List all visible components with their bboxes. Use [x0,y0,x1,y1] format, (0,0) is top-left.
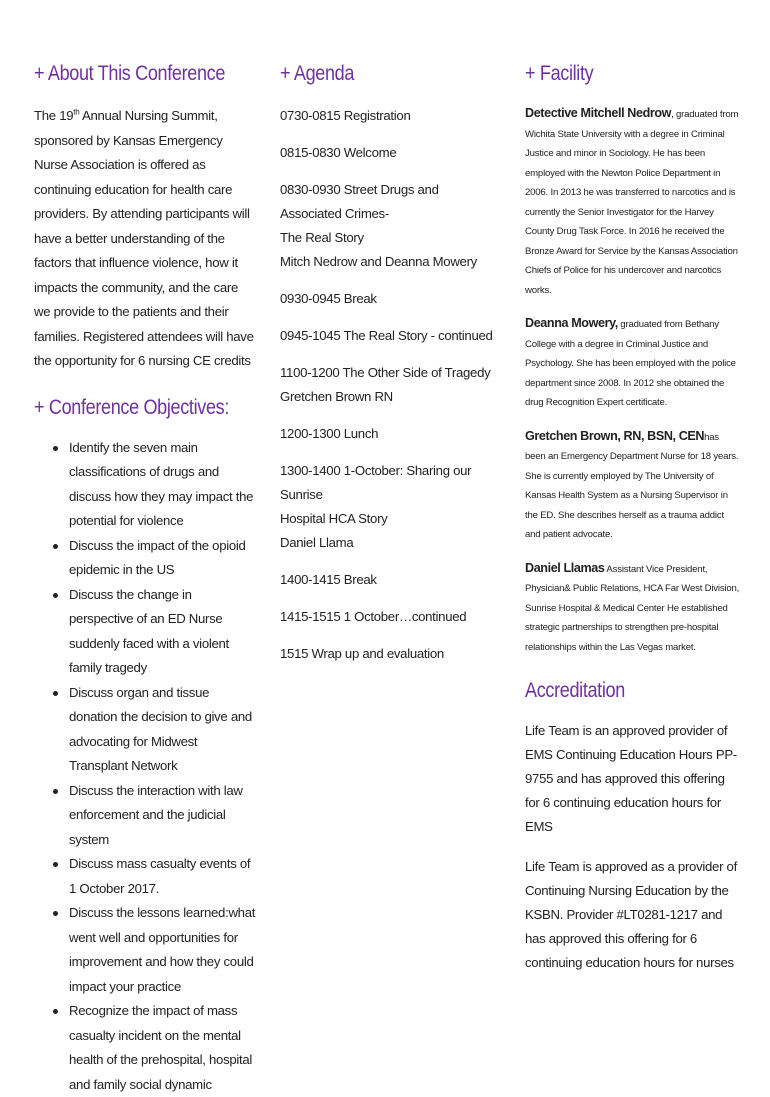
agenda-line: 1200-1300 Lunch [280,426,378,441]
agenda-item [280,324,500,348]
speaker-name: Detective Mitchell Nedrow [525,106,671,120]
agenda-item [280,568,500,592]
agenda-item [280,422,500,446]
agenda-line: 0930-0945 Break [280,291,377,306]
list-item: Discuss the change in perspective of an ED Nurse suddenly faced with a violent family tragedy [69,583,256,681]
agenda-item [280,459,500,555]
speaker-description: , graduated from Wichita State University with a degree in Criminal Justice and minor in Sociology. He has been employed with the Newton Police Department in 2006. In 2013 he was transferred to narcotics and is currently the Senior Investigator for the Harvey County Drug Task Force. In 2016 he received the Bronze Award for Service by the Kansas Association Chiefs of Police for his undercover and narcotics works. [525,109,738,296]
objectives-heading: + Conference Objectives: [34,396,225,420]
speaker-description: Assistant Vice President, Physician& Public Relations, HCA Far West Division, Sunrise Hospital & Medical Center He established strategic partnerships to strengthen pre-hospital relationships within the Las Vegas market. [525,564,739,653]
agenda-line: 0730-0815 Registration [280,108,411,123]
agenda-item [280,141,500,165]
agenda-line: 1100-1200 The Other Side of Tragedy [280,365,490,380]
speaker-name: Gretchen Brown, RN, BSN, CEN [525,429,704,443]
agenda-line: 0830-0930 Street Drugs and Associated Crimes- [280,182,439,221]
facility-column [525,62,740,975]
agenda-item [280,642,500,666]
agenda-item [280,104,500,128]
agenda-line: 1415-1515 1 October…continued [280,609,466,624]
accreditation-ems: Life Team is an approved provider of EMS Continuing Education Hours PP-9755 and has approved this offering for 6 continuing education hours for EMS [525,719,740,839]
objectives-list [34,436,256,1097]
agenda-line: 0945-1045 The Real Story - continued [280,328,493,343]
agenda-line: Daniel Llama [280,535,353,550]
agenda-line: Gretchen Brown RN [280,389,393,404]
agenda-line: Hospital HCA Story [280,511,387,526]
agenda-line: The Real Story [280,230,364,245]
speaker-name: Daniel Llamas [525,561,605,575]
speaker-bio [525,559,740,658]
list-item: Identify the seven main classifications of drugs and discuss how they may impact the potential for violence [69,436,256,534]
speaker-bio [525,314,740,413]
speaker-bio [525,427,740,545]
agenda-line: 1515 Wrap up and evaluation [280,646,444,661]
list-item: Discuss mass casualty events of 1 October 2017. [69,852,256,901]
speaker-description: has been an Emergency Department Nurse for 18 years. She is currently employed by The University of Kansas Health System as a Nursing Supervisor in the ED. She describes herself as a trauma addict and patient advocate. [525,432,738,541]
facility-heading: + Facility [525,62,710,86]
list-item: Discuss the lessons learned:what went well and opportunities for improvement and how they could impact your practice [69,901,256,999]
accreditation-heading: Accreditation [525,679,710,703]
accreditation-nursing: Life Team is approved as a provider of Continuing Nursing Education by the KSBN. Provider #LT0281-1217 and has approved this offering for 6 continuing education hours for nurses [525,855,740,975]
agenda-line: 1400-1415 Break [280,572,377,587]
about-intro: The 19th Annual Nursing Summit, sponsored by Kansas Emergency Nurse Association is offered as continuing education for health care providers. By attending participants will have a better understanding of the factors that influence violence, how it impacts the community, and the care we provide to the patients and their families. Registered attendees will have the opportunity for 6 nursing CE credits [34,104,256,374]
speaker-description: graduated from Bethany College with a degree in Criminal Justice and Psychology. She has been employed with the police department since 2008. In 2012 she obtained the drug Recognition Expert certificate. [525,319,736,408]
list-item: Discuss the impact of the opioid epidemic in the US [69,534,256,583]
list-item: Recognize the impact of mass casualty incident on the mental health of the prehospital, hospital and family social dynamic [69,999,256,1097]
agenda-item [280,178,500,274]
agenda-column [280,62,500,666]
about-column [34,62,256,1097]
list-item: Discuss organ and tissue donation the decision to give and advocating for Midwest Transplant Network [69,681,256,779]
agenda-item [280,287,500,311]
agenda-line: 1300-1400 1-October: Sharing our Sunrise [280,463,471,502]
speaker-bio [525,104,740,300]
speaker-name: Deanna Mowery, [525,316,618,330]
agenda-line: 0815-0830 Welcome [280,145,396,160]
agenda-item [280,361,500,409]
agenda-item [280,605,500,629]
agenda-line: Mitch Nedrow and Deanna Mowery [280,254,477,269]
about-heading: + About This Conference [34,62,225,86]
agenda-heading: + Agenda [280,62,469,86]
list-item: Discuss the interaction with law enforcement and the judicial system [69,779,256,853]
